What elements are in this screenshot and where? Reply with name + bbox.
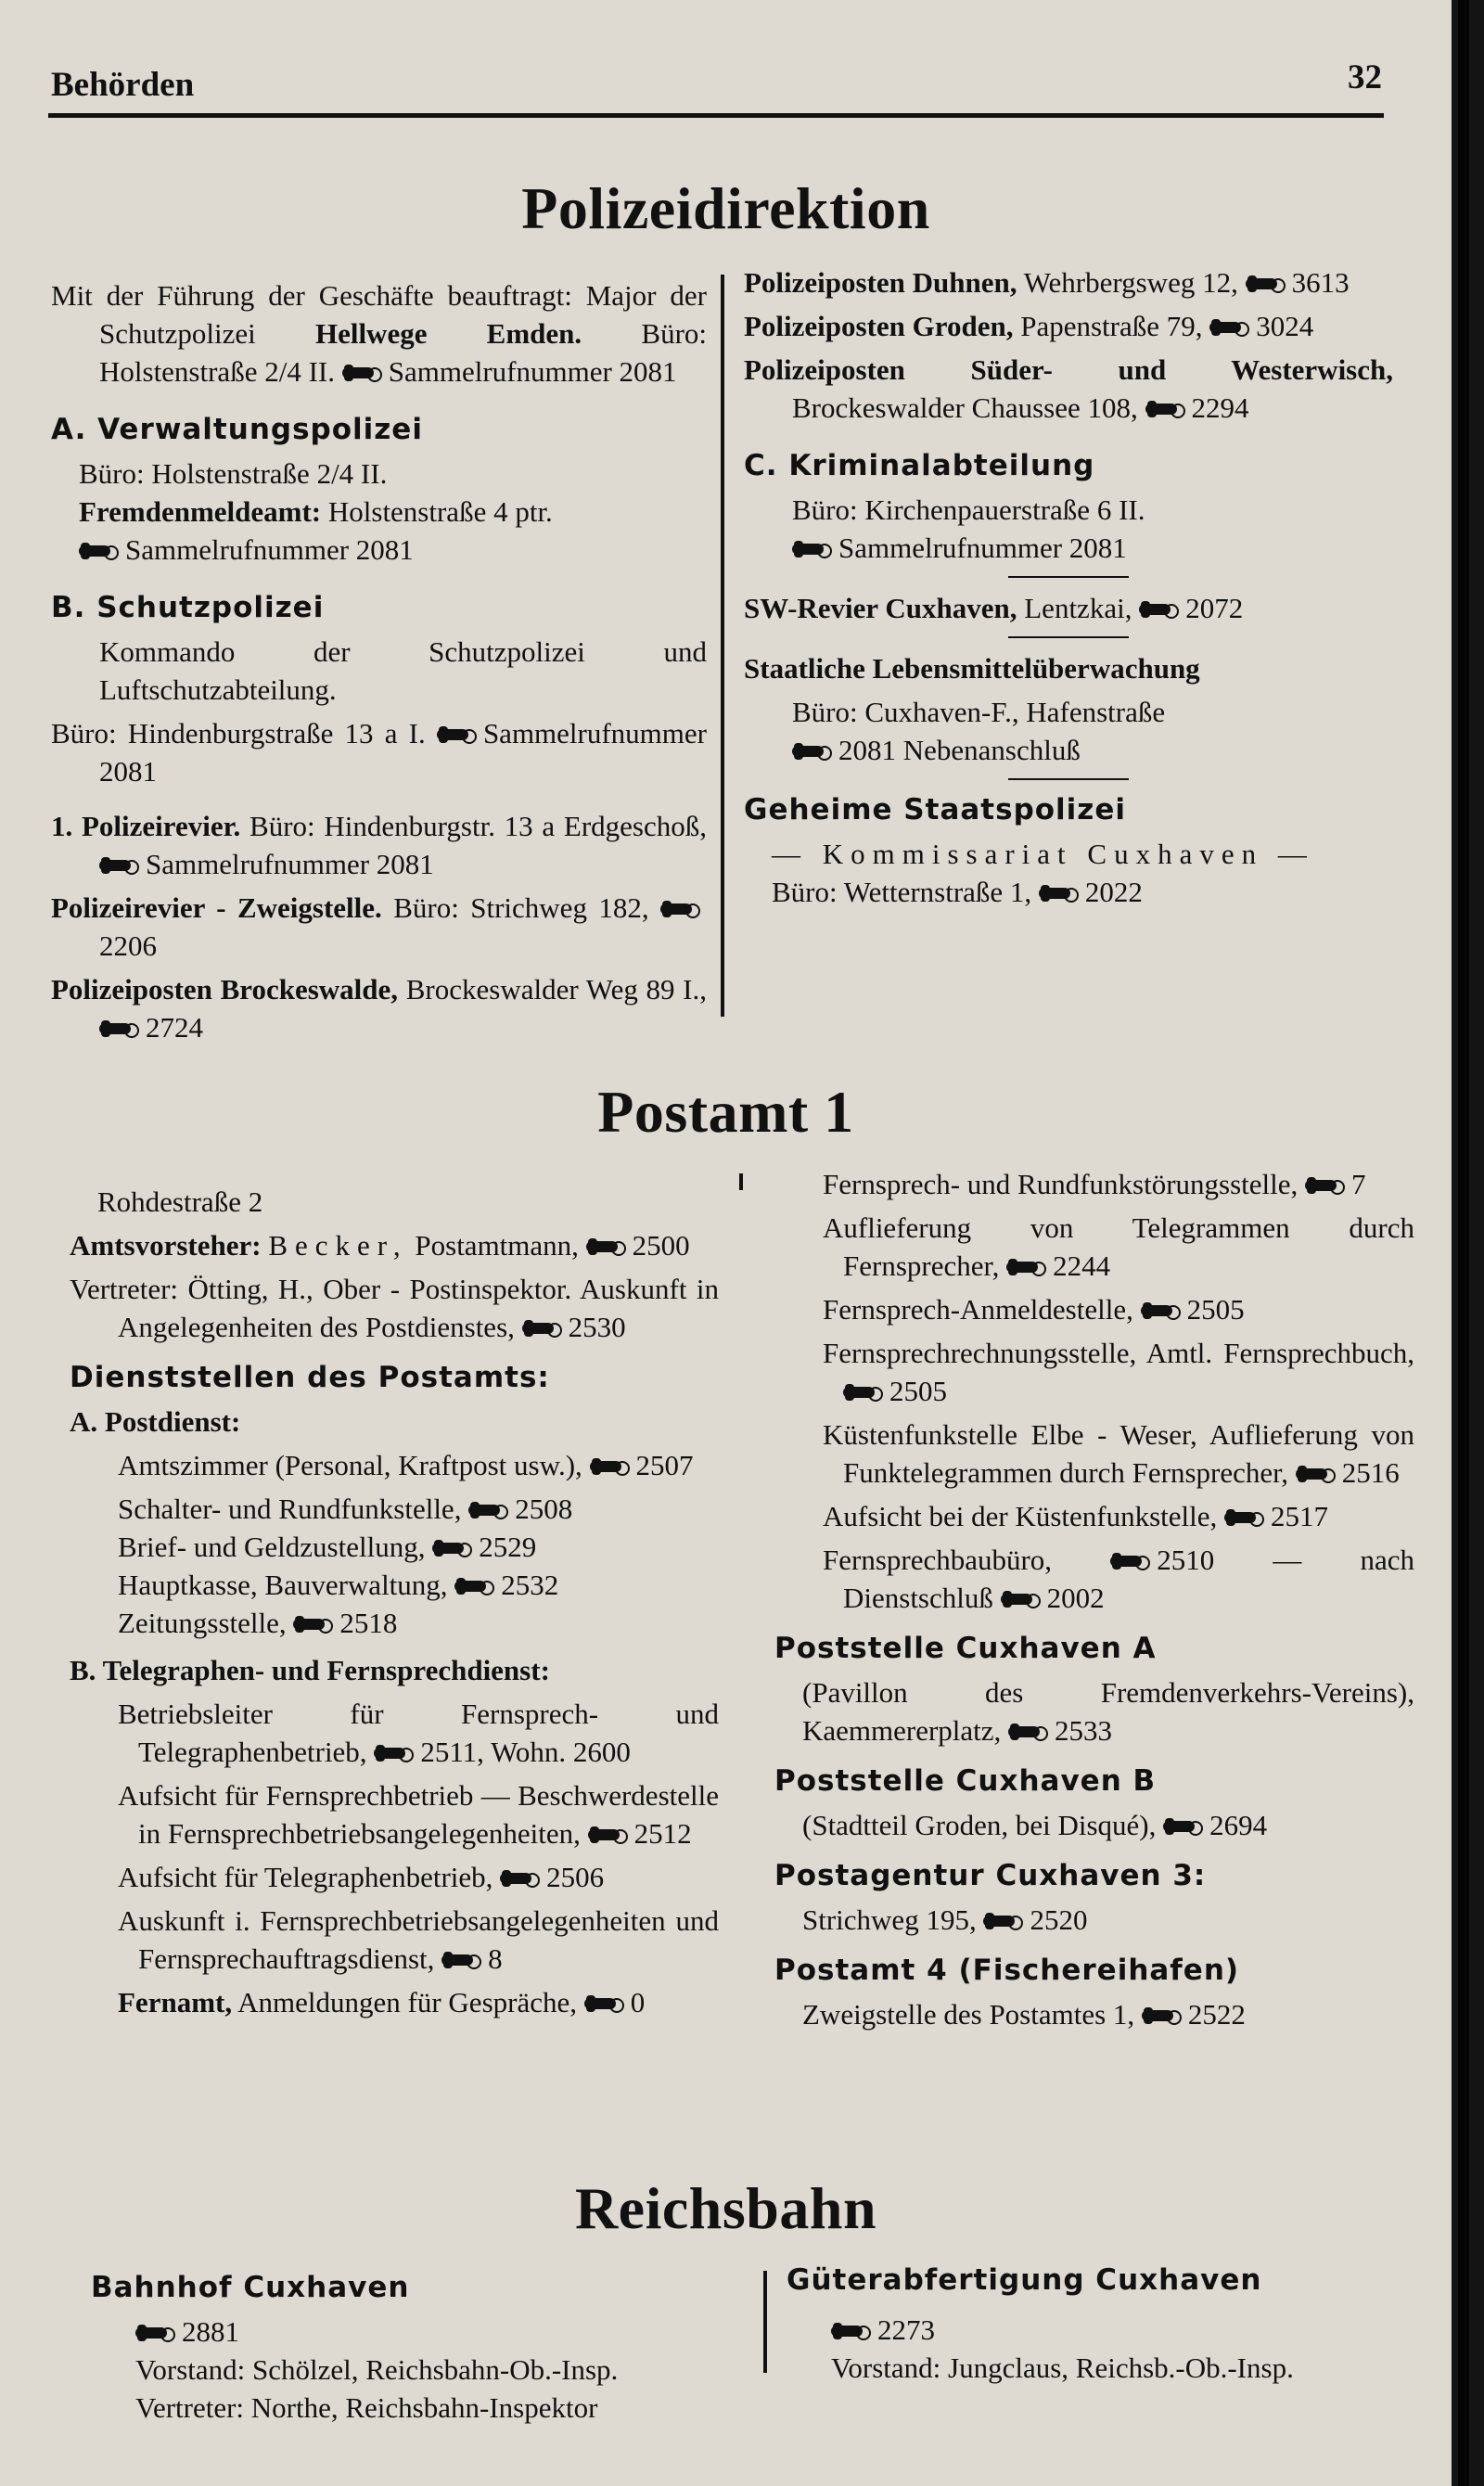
telephone-handset-icon xyxy=(660,900,701,918)
sw-revier-label: SW-Revier Cuxhaven, xyxy=(744,592,1017,624)
hauptkasse-phone: 2532 xyxy=(501,1569,559,1601)
heading-postagentur: Postagentur Cuxhaven 3: xyxy=(774,1859,1207,1892)
amtsvorsteher-name: Becker, xyxy=(268,1229,408,1262)
postdienst-zustellung xyxy=(70,1528,719,1566)
postamt-address: Rohdestraße 2 xyxy=(97,1185,263,1218)
polizeiposten-groden xyxy=(744,307,1393,345)
telephone-handset-icon xyxy=(1001,1590,1042,1608)
groden-label: Polizeiposten Groden, xyxy=(744,310,1014,342)
kriminal-entry xyxy=(744,491,1393,567)
betriebsleiter-text: Betriebsleiter für Fernsprech- und Telegraphenbetrieb, xyxy=(118,1698,719,1768)
sw-revier-phone: 2072 xyxy=(1185,592,1244,624)
staatspolizei-phone: 2022 xyxy=(1084,876,1143,908)
duhnen-phone: 3613 xyxy=(1291,266,1350,299)
brockeswalde-label: Polizeiposten Brockeswalde, xyxy=(51,973,399,1006)
kuestenfunk-aufsicht xyxy=(774,1497,1414,1535)
schutzpolizei-address: Büro: Hindenburgstraße 13 a I. xyxy=(51,717,426,750)
zustellung-text: Brief- und Geldzustellung, xyxy=(118,1531,426,1563)
gueter-vorstand: Vorstand: Jungclaus, Reichsb.-Ob.-Insp. xyxy=(831,2351,1294,2384)
telephone-handset-icon xyxy=(1039,884,1080,903)
heading-poststelle-a: Poststelle Cuxhaven A xyxy=(774,1632,1157,1665)
stoerungsstelle-phone: 7 xyxy=(1351,1168,1366,1200)
telephone-handset-icon xyxy=(1006,1258,1047,1276)
intro-text: Mit der Führung der Geschäfte beauftragt: Major der Schutzpolizei xyxy=(51,279,707,350)
aufsicht-fernsprech-text: Aufsicht für Fernsprechbetrieb — Beschwerdestelle in Fernsprechbetriebsangelegenheiten, xyxy=(118,1779,719,1850)
anmeldestelle xyxy=(774,1290,1414,1328)
fernamt-phone: 0 xyxy=(630,1986,646,2018)
kuestenfunkstelle-text: Küstenfunkstelle Elbe - Weser, Auflieferung von Funktelegrammen durch Fernsprecher, xyxy=(823,1418,1414,1489)
aufsicht-fernsprech-phone: 2512 xyxy=(633,1817,692,1850)
telephone-handset-icon xyxy=(522,1319,563,1338)
polizeirevier-zweigstelle xyxy=(51,889,707,965)
intro-name: Hellwege Emden. xyxy=(314,317,582,350)
brockeswalde-phone: 2724 xyxy=(146,1011,203,1044)
kuestenfunkstelle xyxy=(774,1416,1414,1492)
baubuero-text: Fernsprechbaubüro, xyxy=(823,1544,1053,1576)
header-rule xyxy=(48,113,1384,118)
telephone-handset-icon xyxy=(983,1912,1024,1930)
telephone-handset-icon xyxy=(1142,2006,1183,2025)
groden-address: Papenstraße 79, xyxy=(1020,310,1203,342)
intro-phone: Sammelrufnummer 2081 xyxy=(388,355,677,388)
heading-postdienst: A. Postdienst: xyxy=(70,1405,241,1438)
page-number: 32 xyxy=(1348,58,1382,96)
telephone-handset-icon xyxy=(79,542,120,560)
page-header xyxy=(51,58,1382,113)
telegraphen-aufsicht-telegraph xyxy=(70,1858,719,1896)
amtsvorsteher-role: Postamtmann, xyxy=(415,1229,579,1262)
polizeiposten-brockeswalde xyxy=(51,970,707,1046)
fernamt-label: Fernamt, xyxy=(118,1986,233,2018)
heading-geheime-staatspolizei: Geheime Staatspolizei xyxy=(744,793,1126,827)
postdienst-hauptkasse xyxy=(70,1566,719,1604)
postagentur-entry xyxy=(774,1901,1414,1939)
telegramm-phone: 2244 xyxy=(1053,1249,1111,1282)
sw-revier xyxy=(744,589,1393,627)
separator-rule xyxy=(1008,636,1129,638)
verwaltung-phone: Sammelrufnummer 2081 xyxy=(125,533,414,566)
fremdenmeldeamt-address: Holstenstraße 4 ptr. xyxy=(327,495,553,528)
telephone-handset-icon xyxy=(1110,1552,1151,1570)
zeitungsstelle-phone: 2518 xyxy=(339,1607,398,1639)
amtsvorsteher xyxy=(70,1226,719,1264)
duhnen-address: Wehrbergsweg 12, xyxy=(1023,266,1238,299)
section-title-reichsbahn: Reichsbahn xyxy=(574,2175,877,2241)
lebensmittel-entry xyxy=(744,693,1393,769)
auskunft-phone: 8 xyxy=(488,1942,503,1975)
polizeirevier-1 xyxy=(51,807,707,883)
postagentur-phone: 2520 xyxy=(1030,1903,1088,1936)
telegraphen-betriebsleiter xyxy=(70,1695,719,1771)
amtsvorsteher-phone: 2500 xyxy=(632,1229,690,1262)
kuestenfunk-aufsicht-phone: 2517 xyxy=(1271,1500,1329,1532)
bahnhof-vorstand: Vorstand: Schölzel, Reichsbahn-Ob.-Insp. xyxy=(135,2353,619,2386)
kuestenfunk-aufsicht-text: Aufsicht bei der Küstenfunkstelle, xyxy=(823,1500,1218,1532)
heading-verwaltungspolizei: A. Verwaltungspolizei xyxy=(51,413,423,446)
telephone-handset-icon xyxy=(1209,318,1250,337)
amtszimmer-text: Amtszimmer (Personal, Kraftpost usw.), xyxy=(118,1449,582,1481)
bahnhof-phone: 2881 xyxy=(182,2315,239,2348)
telephone-handset-icon xyxy=(1008,1723,1049,1741)
postagentur-address: Strichweg 195, xyxy=(802,1903,977,1936)
postamt-4-phone: 2522 xyxy=(1187,1998,1246,2031)
telephone-handset-icon xyxy=(584,1994,625,2013)
aufsicht-telegraph-text: Aufsicht für Telegraphenbetrieb, xyxy=(118,1861,493,1893)
poststelle-b-phone: 2694 xyxy=(1209,1809,1268,1841)
revier-1-label: 1. Polizeirevier. xyxy=(51,810,241,842)
schutzpolizei-entry xyxy=(51,633,707,709)
telephone-handset-icon xyxy=(99,1019,140,1038)
telegraphen-aufsicht-fernsprech xyxy=(70,1776,719,1852)
rechnungsstelle xyxy=(774,1334,1414,1410)
polizeiposten-duhnen xyxy=(744,263,1393,301)
polizei-right-column xyxy=(744,263,1393,916)
heading-lebensmittelueberwachung: Staatliche Lebensmittelüberwachung xyxy=(744,652,1200,685)
rechnungsstelle-text: Fernsprechrechnungsstelle, Amtl. Fernsprechbuch, xyxy=(823,1337,1414,1369)
telephone-handset-icon xyxy=(792,540,833,558)
auskunft-text: Auskunft i. Fernsprechbetriebsangelegenheiten und Fernsprechauftragsdienst, xyxy=(118,1904,719,1975)
telegramm-auflieferung xyxy=(774,1209,1414,1285)
anmeldestelle-phone: 2505 xyxy=(1186,1293,1245,1326)
poststelle-b-entry xyxy=(774,1806,1414,1844)
sw-revier-address: Lentzkai, xyxy=(1024,592,1132,624)
groden-phone: 3024 xyxy=(1256,310,1314,342)
kriminal-address: Büro: Kirchenpauerstraße 6 II. xyxy=(792,493,1145,526)
telephone-handset-icon xyxy=(1296,1465,1337,1483)
baubuero-phone: 2510 — nach Dienstschluß xyxy=(843,1544,1414,1614)
fernamt-text: Anmeldungen für Gespräche, xyxy=(237,1986,577,2018)
bahnhof-phone-line xyxy=(91,2313,740,2351)
revier-1-address: Büro: Hindenburgstr. 13 a Erdgeschoß, xyxy=(249,810,708,842)
telephone-handset-icon xyxy=(1141,1301,1182,1320)
westerwisch-address: Brockeswalder Chaussee 108, xyxy=(792,391,1138,424)
telegraphen-auskunft xyxy=(70,1902,719,1978)
vertreter-phone: 2530 xyxy=(568,1311,626,1343)
hauptkasse-text: Hauptkasse, Bauverwaltung, xyxy=(118,1569,448,1601)
reichsbahn-left-column xyxy=(91,2269,740,2432)
telegramm-text: Auflieferung von Telegrammen durch Fernsprecher, xyxy=(823,1211,1414,1282)
zustellung-phone: 2529 xyxy=(479,1531,537,1563)
westerwisch-label: Polizeiposten Süder- und Westerwisch, xyxy=(744,353,1393,386)
staatspolizei-address: Büro: Wetternstraße 1, xyxy=(772,876,1032,908)
poststelle-a-address: (Pavillon des Fremdenverkehrs-Vereins), Kaemmererplatz, xyxy=(802,1676,1414,1747)
telephone-handset-icon xyxy=(441,1951,482,1969)
duhnen-label: Polizeiposten Duhnen, xyxy=(744,266,1017,299)
amtsvorsteher-label: Amtsvorsteher: xyxy=(70,1229,262,1262)
schalter-phone: 2508 xyxy=(515,1493,573,1525)
verwaltung-entry xyxy=(51,455,707,569)
telephone-handset-icon xyxy=(342,364,383,382)
telephone-handset-icon xyxy=(432,1539,473,1557)
column-divider xyxy=(763,2271,767,2373)
staatspolizei-entry xyxy=(744,835,1393,911)
lebensmittel-address: Büro: Cuxhaven-F., Hafenstraße xyxy=(792,696,1166,728)
telephone-handset-icon xyxy=(454,1577,495,1595)
column-divider-tick xyxy=(739,1173,743,1190)
amtszimmer-phone: 2507 xyxy=(635,1449,694,1481)
polizei-intro xyxy=(51,276,707,391)
verwaltung-office: Büro: Holstenstraße 2/4 II. xyxy=(79,457,388,490)
telephone-handset-icon xyxy=(293,1615,334,1634)
reichsbahn-right-column xyxy=(787,2262,1436,2392)
column-divider xyxy=(721,275,724,1017)
telephone-handset-icon xyxy=(843,1383,884,1402)
heading-schutzpolizei: B. Schutzpolizei xyxy=(51,591,325,624)
telephone-handset-icon xyxy=(374,1744,415,1762)
gueter-phone-line xyxy=(787,2311,1436,2349)
telephone-handset-icon xyxy=(1145,400,1186,418)
betriebsleiter-phone: 2511, Wohn. 2600 xyxy=(420,1736,631,1768)
heading-bahnhof: Bahnhof Cuxhaven xyxy=(91,2271,410,2304)
stoerungsstelle-text: Fernsprech- und Rundfunkstörungsstelle, xyxy=(823,1168,1298,1200)
section-title-postamt: Postamt 1 xyxy=(597,1079,854,1145)
heading-dienststellen: Dienststellen des Postamts: xyxy=(70,1361,550,1394)
telephone-handset-icon xyxy=(135,2324,176,2342)
kuestenfunkstelle-phone: 2516 xyxy=(1341,1456,1400,1489)
telephone-handset-icon xyxy=(1305,1176,1346,1195)
telephone-handset-icon xyxy=(1139,600,1180,619)
telephone-handset-icon xyxy=(500,1869,541,1888)
postdienst-amtszimmer xyxy=(70,1446,719,1484)
zweigstelle-phone: 2206 xyxy=(99,929,157,962)
kommissariat-line: — Kommissariat Cuxhaven — xyxy=(772,838,1314,870)
fremdenmeldeamt-label: Fremdenmeldeamt: xyxy=(79,495,322,528)
westerwisch-phone: 2294 xyxy=(1191,391,1249,424)
telephone-handset-icon xyxy=(99,856,140,875)
postamt-4-entry xyxy=(774,1995,1414,2033)
page-edge-bar xyxy=(1458,0,1469,2486)
heading-postamt-4: Postamt 4 (Fischereihafen) xyxy=(774,1954,1240,1987)
separator-rule xyxy=(1008,778,1129,780)
telephone-handset-icon xyxy=(792,742,833,761)
heading-kriminalabteilung: C. Kriminalabteilung xyxy=(744,449,1095,482)
brockeswalde-address: Brockeswalder Weg 89 I., xyxy=(405,973,708,1006)
postamt-right-column xyxy=(774,1165,1414,2039)
telephone-handset-icon xyxy=(437,725,478,744)
running-head: Behörden xyxy=(51,66,195,104)
polizei-left-column xyxy=(51,276,707,1052)
telephone-handset-icon xyxy=(1246,275,1286,293)
revier-1-phone: Sammelrufnummer 2081 xyxy=(146,848,434,880)
section-title-polizei: Polizeidirektion xyxy=(521,175,930,241)
zweigstelle-label: Polizeirevier - Zweigstelle. xyxy=(51,891,382,924)
schutzpolizei-phone: Sammelrufnummer 2081 xyxy=(99,717,707,788)
anmeldestelle-text: Fernsprech-Anmeldestelle, xyxy=(823,1293,1133,1326)
telephone-handset-icon xyxy=(586,1237,627,1256)
telephone-handset-icon xyxy=(1163,1817,1204,1836)
schalter-text: Schalter- und Rundfunkstelle, xyxy=(118,1493,462,1525)
schutzpolizei-command: Kommando der Schutzpolizei und Luftschutzabteilung. xyxy=(99,635,707,706)
zweigstelle-address: Büro: Strichweg 182, xyxy=(393,891,649,924)
telephone-handset-icon xyxy=(590,1457,631,1476)
bahnhof-vertreter: Vertreter: Northe, Reichsbahn-Inspektor xyxy=(135,2391,598,2424)
aufsicht-telegraph-phone: 2506 xyxy=(546,1861,605,1893)
postdienst-zeitungsstelle xyxy=(70,1604,719,1642)
poststelle-a-entry xyxy=(774,1673,1414,1749)
heading-telegraphen: B. Telegraphen- und Fernsprechdienst: xyxy=(70,1654,550,1686)
vertreter-text: Vertreter: Ötting, H., Ober - Postinspektor. Auskunft in Angelegenheiten des Postdienstes, xyxy=(70,1273,719,1343)
telephone-handset-icon xyxy=(468,1501,509,1519)
kriminal-phone: Sammelrufnummer 2081 xyxy=(838,532,1127,564)
postamt-left-column xyxy=(70,1183,719,2027)
separator-rule xyxy=(1008,576,1129,578)
telephone-handset-icon xyxy=(588,1826,629,1844)
telephone-handset-icon xyxy=(1224,1508,1265,1527)
poststelle-b-address: (Stadtteil Groden, bei Disqué), xyxy=(802,1809,1157,1841)
rechnungsstelle-phone: 2505 xyxy=(889,1375,947,1407)
baubuero-phone-after-hours: 2002 xyxy=(1046,1582,1105,1614)
lebensmittel-phone: 2081 Nebenanschluß xyxy=(838,734,1081,766)
heading-poststelle-b: Poststelle Cuxhaven B xyxy=(774,1764,1157,1798)
postamt-4-address: Zweigstelle des Postamtes 1, xyxy=(802,1998,1135,2031)
polizeiposten-sueder-westerwisch xyxy=(744,351,1393,427)
zeitungsstelle-text: Zeitungsstelle, xyxy=(118,1607,287,1639)
vertreter xyxy=(70,1270,719,1346)
heading-gueterabfertigung: Güterabfertigung Cuxhaven xyxy=(787,2263,1262,2297)
fernamt xyxy=(70,1983,719,2021)
fernsprechbaubuero xyxy=(774,1541,1414,1617)
postdienst-schalter xyxy=(70,1490,719,1528)
stoerungsstelle xyxy=(774,1165,1414,1203)
telephone-handset-icon xyxy=(831,2322,872,2340)
intro-office: Büro: Holstenstraße 2/4 II. xyxy=(99,317,708,388)
gueter-phone: 2273 xyxy=(877,2313,935,2346)
schutzpolizei-office xyxy=(51,714,707,790)
poststelle-a-phone: 2533 xyxy=(1055,1714,1113,1747)
